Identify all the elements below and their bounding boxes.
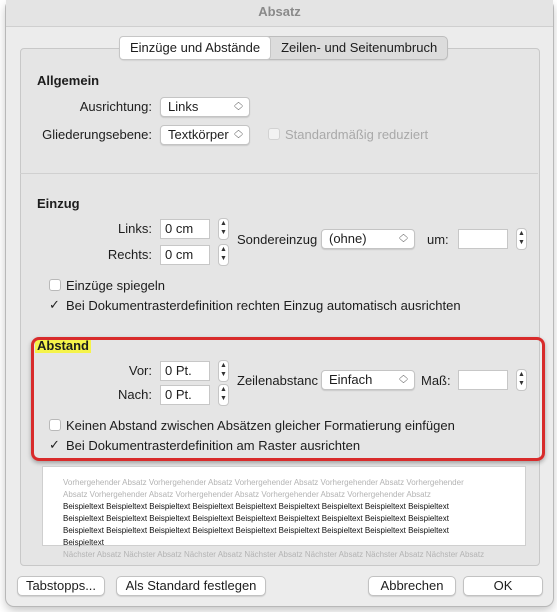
collapsed-label: Standardmäßig reduziert bbox=[285, 127, 429, 142]
special-indent-label: Sondereinzug bbox=[237, 232, 318, 247]
general-section-title: Allgemein bbox=[37, 73, 100, 88]
alignment-label: Ausrichtung: bbox=[79, 99, 152, 114]
chevron-updown-icon: ︿ ﹀ bbox=[233, 97, 243, 116]
indent-section-title: Einzug bbox=[37, 196, 80, 211]
preview-next-line: Nächster Absatz Nächster Absatz Nächster Absatz Nächster Absatz Nächster Absatz Nächster Absatz Nächster Absatz bbox=[63, 550, 485, 559]
line-spacing-label: Zeilenabstanc bbox=[237, 373, 318, 388]
right-indent-stepper[interactable]: ▲ ▼ bbox=[218, 244, 229, 266]
preview-sample-line: Beispieltext Beispieltext Beispieltext Beispieltext Beispieltext Beispieltext Beispieltext Beispieltext Beispieltext bbox=[63, 526, 449, 535]
chevron-updown-icon: ︿ ﹀ bbox=[398, 370, 408, 389]
checkmark-icon[interactable]: ✓ bbox=[49, 297, 60, 312]
right-indent-label: Rechts: bbox=[107, 247, 152, 262]
left-indent-label: Links: bbox=[118, 221, 152, 236]
window-title: Absatz bbox=[6, 0, 553, 27]
space-after-stepper[interactable]: ▲ ▼ bbox=[218, 384, 229, 406]
chevron-updown-icon: ︿ ﹀ bbox=[233, 125, 243, 144]
at-stepper[interactable]: ▲ ▼ bbox=[516, 369, 527, 391]
chevron-updown-icon: ︿ ﹀ bbox=[398, 229, 408, 248]
special-indent-value: (ohne) bbox=[329, 231, 367, 246]
grid-indent-label: Bei Dokumentrasterdefinition rechten Einzug automatisch ausrichten bbox=[66, 298, 461, 313]
preview-sample-line: Beispieltext bbox=[63, 538, 104, 547]
preview-previous-line: Vorhergehender Absatz Vorhergehender Absatz Vorhergehender Absatz Vorhergehender Absatz Vorhergehender bbox=[63, 478, 464, 487]
preview-sample-line: Beispieltext Beispieltext Beispieltext Beispieltext Beispieltext Beispieltext Beispieltext Beispieltext Beispieltext bbox=[63, 502, 449, 511]
outline-level-popup[interactable] bbox=[160, 125, 250, 145]
snap-grid-label: Bei Dokumentrasterdefinition am Raster ausrichten bbox=[66, 438, 361, 453]
outline-level-label: Gliederungsebene: bbox=[42, 127, 152, 142]
spacing-section-title: Abstand bbox=[37, 338, 89, 353]
ok-button[interactable]: OK bbox=[463, 576, 543, 596]
by-stepper[interactable]: ▲ ▼ bbox=[516, 228, 527, 250]
left-indent-field[interactable]: 0 cm bbox=[160, 219, 210, 239]
tabs-button[interactable]: Tabstopps... bbox=[17, 576, 105, 596]
tab-line-page-breaks[interactable]: Zeilen- und Seitenumbruch bbox=[281, 40, 438, 55]
collapsed-checkbox[interactable] bbox=[268, 128, 280, 140]
line-spacing-value: Einfach bbox=[329, 372, 373, 387]
special-indent-popup[interactable] bbox=[321, 229, 415, 249]
preview-previous-line: Absatz Vorhergehender Absatz Vorhergehender Absatz Vorhergehender Absatz Vorhergehender Absatz bbox=[63, 490, 431, 499]
alignment-value: Links bbox=[168, 99, 199, 114]
space-before-stepper[interactable]: ▲ ▼ bbox=[218, 360, 229, 382]
no-space-label: Keinen Abstand zwischen Absätzen gleicher Formatierung einfügen bbox=[66, 418, 455, 433]
by-field[interactable] bbox=[458, 229, 508, 249]
paragraph-preview bbox=[42, 466, 526, 559]
space-before-label: Vor: bbox=[128, 363, 152, 378]
right-indent-field[interactable]: 0 cm bbox=[160, 245, 210, 265]
mirror-indents-checkbox[interactable] bbox=[49, 279, 61, 291]
cancel-button[interactable]: Abbrechen bbox=[368, 576, 456, 596]
set-default-button[interactable]: Als Standard festlegen bbox=[116, 576, 266, 596]
outline-level-value: Textkörper bbox=[168, 127, 229, 142]
tab-bar bbox=[119, 36, 448, 60]
tab-indents-spacing[interactable]: Einzüge und Abstände bbox=[119, 36, 271, 60]
space-after-field[interactable]: 0 Pt. bbox=[160, 385, 210, 405]
preview-sample-line: Beispieltext Beispieltext Beispieltext Beispieltext Beispieltext Beispieltext Beispieltext Beispieltext Beispieltext bbox=[63, 514, 449, 523]
mirror-indents-label: Einzüge spiegeln bbox=[66, 278, 166, 293]
annotation-highlight-box bbox=[31, 337, 545, 461]
space-before-field[interactable]: 0 Pt. bbox=[160, 361, 210, 381]
space-after-label: Nach: bbox=[118, 387, 152, 402]
separator bbox=[20, 173, 538, 174]
checkmark-icon[interactable]: ✓ bbox=[49, 437, 60, 452]
by-label: um: bbox=[427, 232, 449, 247]
at-label: Maß: bbox=[421, 373, 451, 388]
alignment-popup[interactable] bbox=[160, 97, 250, 117]
paragraph-dialog bbox=[6, 0, 553, 606]
left-indent-stepper[interactable]: ▲ ▼ bbox=[218, 218, 229, 240]
